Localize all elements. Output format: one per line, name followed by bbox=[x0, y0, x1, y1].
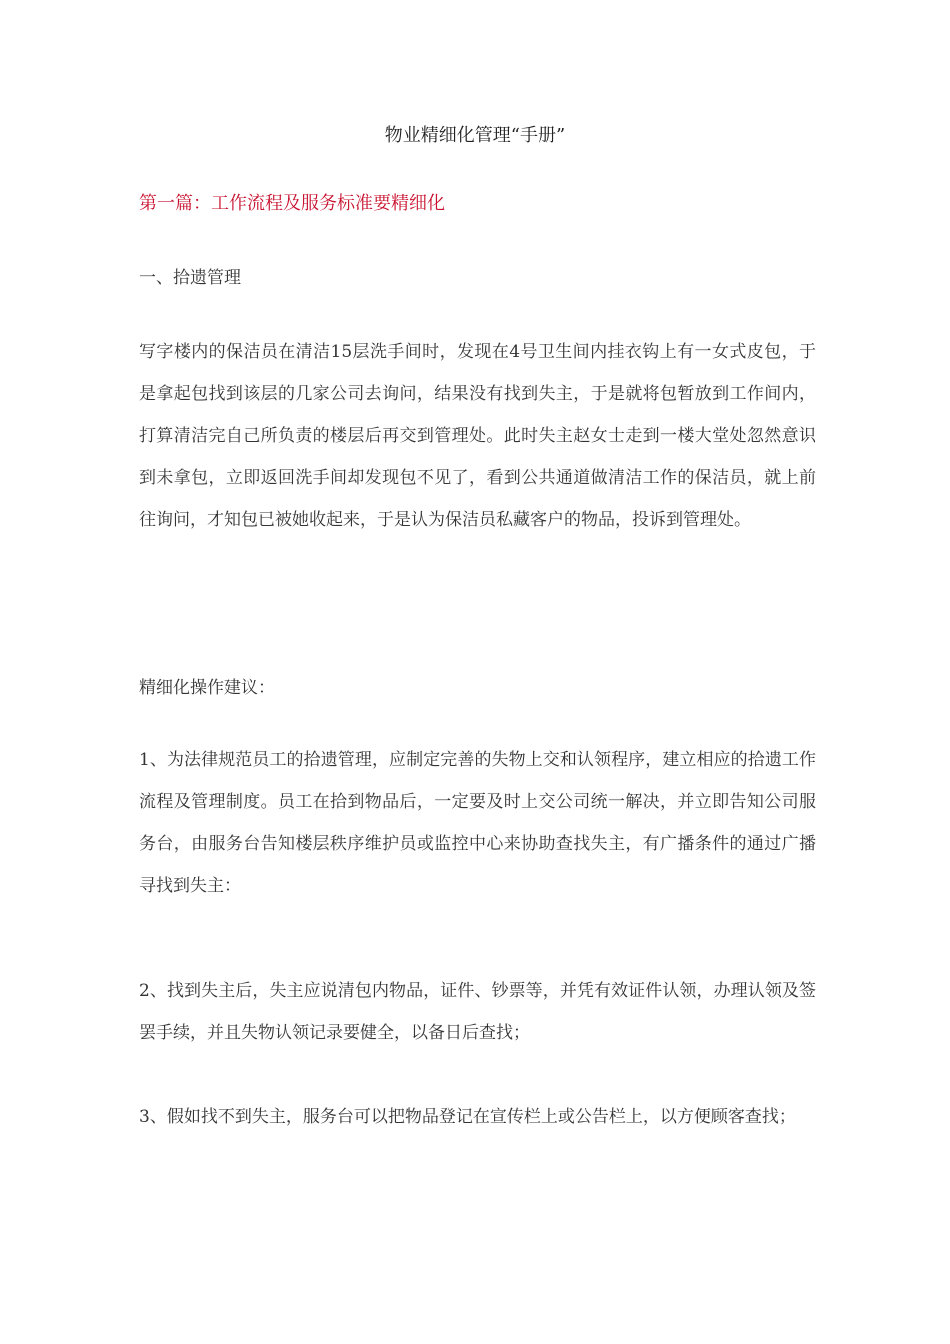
case-paragraph: 写字楼内的保洁员在清洁15层洗手间时，发现在4号卫生间内挂衣钩上有一女式皮包，于是拿起包找到该层的几家公司去询问，结果没有找到失主，于是就将包暂放到工作间内，打算清洁完自己所负责的楼层后再交到管理处。此时失主赵女士走到一楼大堂处忽然意识到未拿包，立即返回洗手间却发现包不见了，看到公共通道做清洁工作的保洁员，就上前往询问，才知包已被她收起来，于是认为保洁员私藏客户的物品，投诉到管理处。 bbox=[139, 342, 816, 530]
list-item: 3、假如找不到失主，服务台可以把物品登记在宣传栏上或公告栏上，以方便顾客查找； bbox=[139, 1107, 796, 1127]
suggestion-label: 精细化操作建议： bbox=[139, 678, 275, 698]
chapter-heading: 第一篇：工作流程及服务标准要精细化 bbox=[139, 193, 445, 214]
section-heading: 一、拾遗管理 bbox=[139, 268, 241, 288]
list-item: 2、找到失主后，失主应说清包内物品，证件、钞票等，并凭有效证件认领，办理认领及签罢手续，并且失物认领记录要健全，以备日后查找； bbox=[139, 981, 816, 1043]
list-item: 1、为法律规范员工的拾遗管理，应制定完善的失物上交和认领程序，建立相应的拾遗工作流程及管理制度。员工在拾到物品后，一定要及时上交公司统一解决，并立即告知公司服务台，由服务台告知楼层秩序维护员或监控中心来协助查找失主，有广播条件的通过广播寻找到失主： bbox=[139, 750, 816, 896]
document-title: 物业精细化管理“手册” bbox=[384, 125, 566, 146]
